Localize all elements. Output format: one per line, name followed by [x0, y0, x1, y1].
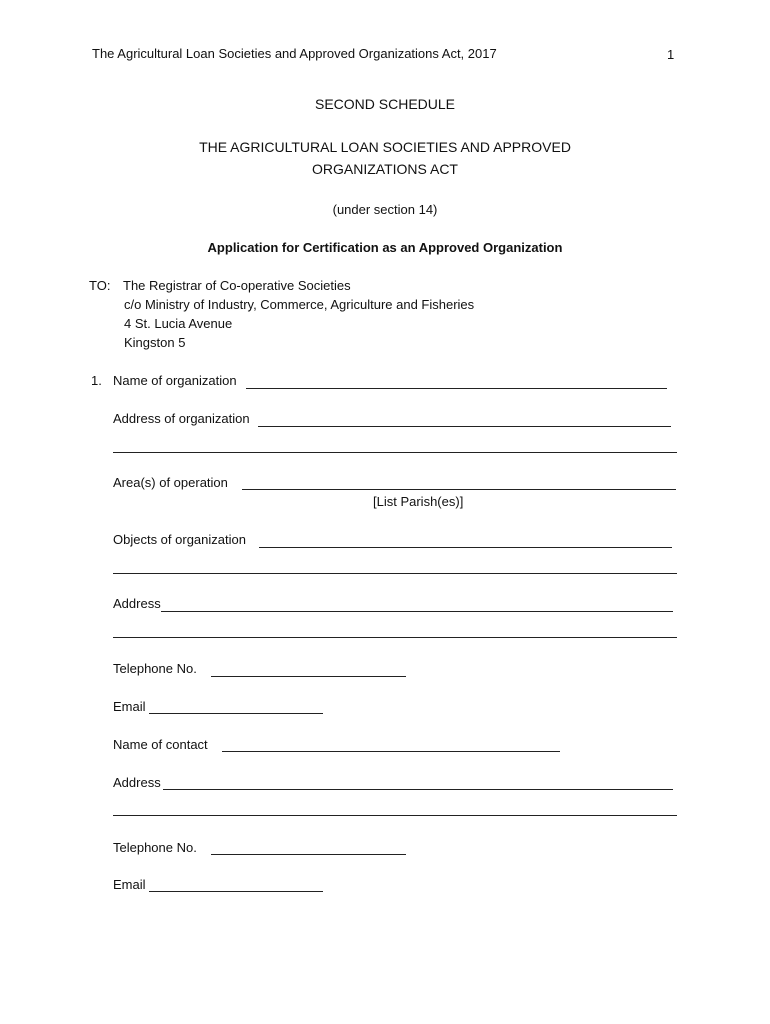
- contact-telephone-label: Telephone No.: [113, 840, 197, 855]
- act-title-line-2: ORGANIZATIONS ACT: [312, 161, 458, 177]
- telephone-line[interactable]: [211, 676, 406, 677]
- address-of-organization-line-2[interactable]: [113, 452, 677, 453]
- name-of-contact-label: Name of contact: [113, 737, 208, 752]
- objects-of-organization-label: Objects of organization: [113, 532, 246, 547]
- contact-address-label: Address: [113, 775, 161, 790]
- name-of-organization-label: Name of organization: [113, 373, 237, 388]
- under-section: (under section 14): [332, 202, 438, 217]
- address-of-organization-line[interactable]: [258, 426, 671, 427]
- to-label: TO:: [89, 278, 111, 293]
- objects-of-organization-line[interactable]: [259, 547, 672, 548]
- addressee-line: c/o Ministry of Industry, Commerce, Agriculture and Fisheries: [124, 297, 475, 312]
- contact-address-line[interactable]: [163, 789, 673, 790]
- list-parishes-hint: [List Parish(es)]: [373, 494, 464, 509]
- areas-of-operation-label: Area(s) of operation: [113, 475, 228, 490]
- areas-of-operation-line[interactable]: [242, 489, 676, 490]
- email-label: Email: [113, 699, 146, 714]
- address-line-2[interactable]: [113, 637, 677, 638]
- address-label: Address: [113, 596, 161, 611]
- name-of-organization-line[interactable]: [246, 388, 667, 389]
- act-title-line-1: THE AGRICULTURAL LOAN SOCIETIES AND APPROVED: [199, 139, 571, 155]
- item-number: 1.: [91, 373, 102, 388]
- name-of-contact-line[interactable]: [222, 751, 560, 752]
- schedule-title: SECOND SCHEDULE: [314, 96, 456, 112]
- contact-email-line[interactable]: [149, 891, 323, 892]
- objects-of-organization-line-2[interactable]: [113, 573, 677, 574]
- addressee-line: 4 St. Lucia Avenue: [124, 316, 233, 331]
- form-title: Application for Certification as an Approved Organization: [207, 240, 563, 255]
- telephone-label: Telephone No.: [113, 661, 197, 676]
- email-line[interactable]: [149, 713, 323, 714]
- running-header: The Agricultural Loan Societies and Approved Organizations Act, 2017: [92, 46, 497, 61]
- addressee-line: The Registrar of Co-operative Societies: [123, 278, 351, 293]
- page-number: 1: [667, 47, 675, 62]
- address-of-organization-label: Address of organization: [113, 411, 250, 426]
- contact-telephone-line[interactable]: [211, 854, 406, 855]
- addressee-line: Kingston 5: [124, 335, 186, 350]
- contact-address-line-2[interactable]: [113, 815, 677, 816]
- address-line[interactable]: [161, 611, 673, 612]
- contact-email-label: Email: [113, 877, 146, 892]
